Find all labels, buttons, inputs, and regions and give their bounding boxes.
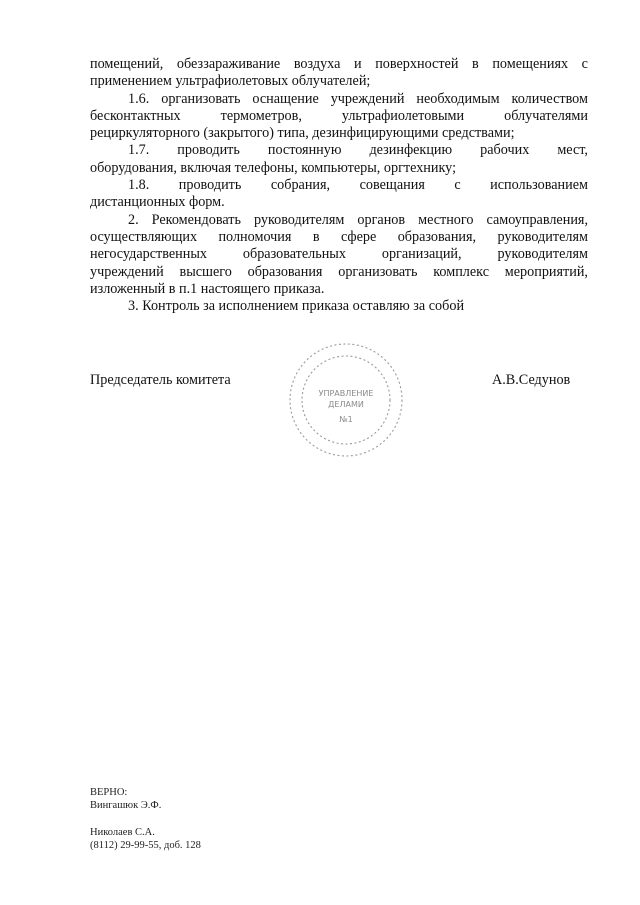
body-line	[90, 177, 588, 194]
body-word: ультрафиолетовыми	[341, 107, 465, 124]
body-word: в	[312, 228, 320, 245]
body-word: полномочия	[218, 228, 292, 245]
body-word: рабочих	[480, 142, 530, 159]
body-word: самоуправления,	[486, 211, 588, 228]
body-line	[90, 56, 588, 73]
body-word: 1.7.	[128, 142, 150, 159]
body-line	[90, 212, 588, 229]
body-word: руководителям	[497, 246, 588, 263]
body-line	[90, 142, 588, 159]
body-word: Рекомендовать	[151, 211, 241, 228]
body-line: 3. Контроль за исполнением приказа оставляю за собой	[128, 298, 465, 315]
body-word: руководителям	[253, 211, 345, 228]
body-line: дистанционных форм.	[90, 194, 225, 211]
body-word: негосударственных	[90, 246, 207, 263]
body-line	[90, 229, 588, 246]
body-word: организаций,	[381, 246, 462, 263]
body-line: применением ультрафиолетовых облучателей;	[90, 73, 371, 90]
body-word: мест,	[557, 142, 588, 159]
body-word: с	[581, 56, 588, 72]
executor-phone: (8112) 29-99-55, доб. 128	[90, 840, 201, 851]
certified-label: ВЕРНО:	[90, 787, 128, 798]
body-word: обеззараживание	[176, 56, 281, 72]
certified-by: Вингашюк Э.Ф.	[90, 800, 162, 811]
body-word: оснащение	[252, 90, 319, 107]
body-word: организовать	[161, 90, 241, 107]
stamp-line-2: ДЕЛАМИ	[328, 400, 364, 409]
body-word: помещений,	[90, 56, 164, 72]
signature-title: Председатель комитета	[90, 372, 231, 388]
body-line	[90, 91, 588, 108]
body-word: 1.6.	[128, 90, 150, 107]
body-word: 2.	[128, 211, 139, 228]
body-word: помещениях	[492, 56, 569, 72]
body-word: образовательных	[242, 246, 346, 263]
body-word: собрания,	[270, 177, 331, 194]
body-word: воздуха	[293, 56, 341, 72]
body-word: дезинфекцию	[369, 142, 453, 159]
body-word: проводить	[177, 142, 240, 159]
body-word: необходимым	[416, 90, 500, 107]
executor-name: Николаев С.А.	[90, 827, 155, 838]
body-line	[90, 246, 588, 263]
body-word: с	[454, 177, 461, 194]
body-word: сфере	[340, 228, 377, 245]
body-line: оборудования, включая телефоны, компьютеры, оргтехнику;	[90, 159, 457, 176]
body-line	[90, 264, 588, 281]
body-word: организовать	[338, 263, 418, 280]
body-word: в	[472, 56, 479, 72]
body-word: осуществляющих	[90, 228, 198, 245]
stamp-line-3: №1	[339, 415, 353, 424]
body-word: проводить	[178, 177, 242, 194]
signature-name: А.В.Седунов	[492, 372, 571, 388]
body-word: поверхностей	[375, 56, 459, 72]
body-line	[90, 108, 588, 125]
body-word: и	[354, 56, 362, 72]
body-word: учреждений	[330, 90, 405, 107]
body-word: совещания	[359, 177, 425, 194]
body-word: руководителям	[497, 228, 588, 245]
document-body	[90, 56, 588, 315]
executor-block	[90, 826, 201, 852]
body-word: образования	[247, 263, 323, 280]
body-word: бесконтактных	[90, 107, 181, 124]
stamp-line-1: УПРАВЛЕНИЕ	[318, 389, 374, 398]
body-word: мероприятий,	[504, 263, 588, 280]
body-word: облучателями	[504, 107, 588, 124]
body-word: 1.8.	[128, 177, 150, 194]
body-word: количеством	[511, 90, 588, 107]
body-word: комплекс	[433, 263, 489, 280]
certification-block	[90, 786, 161, 812]
body-word: высшего	[179, 263, 232, 280]
official-stamp	[282, 340, 410, 460]
body-word: термометров,	[220, 107, 302, 124]
body-word: органов	[357, 211, 406, 228]
body-word: образования,	[397, 228, 477, 245]
body-word: постоянную	[267, 142, 342, 159]
body-word: использованием	[490, 177, 588, 194]
body-line: изложенный в п.1 настоящего приказа.	[90, 280, 325, 297]
body-line: рециркуляторного (закрытого) типа, дезинфицирующими средствами;	[90, 125, 515, 142]
body-word: учреждений	[90, 263, 164, 280]
body-word: местного	[418, 211, 474, 228]
